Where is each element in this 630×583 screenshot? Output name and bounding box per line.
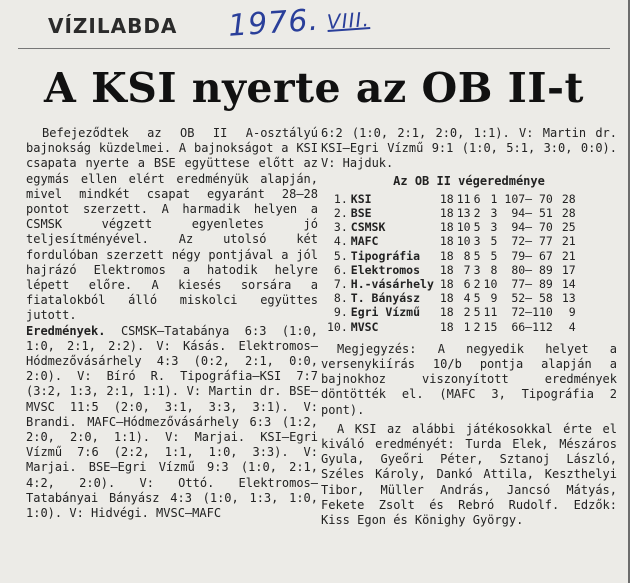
- standings-points: 17: [561, 262, 576, 277]
- standings-won: 7: [463, 262, 471, 277]
- standings-team: MVSC: [350, 319, 379, 334]
- standings-lost: 9: [490, 291, 498, 306]
- standings-lost: 11: [483, 305, 498, 320]
- standings-lost: 10: [483, 277, 498, 292]
- standings-team: CSMSK: [350, 220, 386, 235]
- standings-played: 18: [439, 234, 454, 249]
- standings-goals: 79— 67: [511, 248, 553, 263]
- results-label: Eredmények.: [26, 323, 106, 338]
- standings-drawn: 5: [473, 248, 481, 263]
- standings-played: 18: [439, 262, 454, 277]
- standings-position: 8.: [333, 291, 348, 306]
- standings-lost: 1: [490, 191, 498, 206]
- top-rule: [18, 48, 610, 49]
- standings-won: 10: [456, 220, 471, 235]
- handwritten-month: VIII.: [326, 7, 371, 35]
- handwritten-year: 1976.: [226, 2, 321, 44]
- standings-won: 4: [463, 291, 471, 306]
- standings-drawn: 2: [473, 277, 481, 292]
- standings-won: 10: [456, 234, 471, 249]
- standings-lost: 8: [490, 262, 498, 277]
- standings-goals: 94— 70: [511, 220, 553, 235]
- note-paragraph: Megjegyzés: A negyedik helyet a versenykiírás 10/b pontja alapján a bajnokhoz viszonyított eredmények döntötték el. (MAFC 3, Tipográfia 2 pont).: [321, 341, 617, 417]
- standings-points: 9: [568, 305, 576, 320]
- standings-lost: 5: [490, 248, 498, 263]
- standings-position: 4.: [333, 234, 348, 249]
- standings-goals: 77— 89: [511, 277, 553, 292]
- standings-position: 3.: [333, 220, 348, 235]
- results-text: CSMSK—Tatabánya 6:3 (1:0, 1:0, 2:1, 2:2). V: Kásás. Elektromos—Hódmezővásárhely 4:3 (0:2, 2:1, 0:0, 2:0). V: Bíró R. Tipográfia—KSI 7:7 (3:2, 1:3, 2:1, 1:1). V: Martin dr. BSE—MVSC 11:5 (2:0, 3:1, 3:3, 3:1). V: Brandi. MAFC—Hódmezővásárhely 6:3 (1:2, 2:0, 2:0, 1:1). V: Marjai. KSI—Egri Vízmű 7:6 (2:2, 1:1, 1:0, 3:3). V: Marjai. BSE—Egri Vízmű 9:3 (1:0, 2:1, 4:2, 2:0). V: Ottó. Elektromos—Tatabányai Bányász 4:3 (1:0, 1:3, 1:0, 1:0). V: Hidvégi. MVSC—MAFC: [26, 323, 318, 521]
- standings-goals: 94— 51: [511, 206, 553, 221]
- standings-row: [327, 277, 579, 291]
- standings-lost: 15: [483, 319, 498, 334]
- standings-goals: 66—112: [511, 319, 553, 334]
- standings-goals: 72—110: [511, 305, 553, 320]
- standings-goals: 72— 77: [511, 234, 553, 249]
- standings-played: 18: [439, 305, 454, 320]
- standings-points: 25: [561, 220, 576, 235]
- standings-points: 4: [568, 319, 576, 334]
- standings-position: 1.: [333, 191, 348, 206]
- standings-lost: 3: [490, 220, 498, 235]
- standings-played: 18: [439, 191, 454, 206]
- standings-drawn: 3: [473, 262, 481, 277]
- standings-won: 1: [463, 319, 471, 334]
- standings-team: Tipográfia: [350, 248, 421, 263]
- standings-position: 9.: [333, 305, 348, 320]
- standings-row: [327, 192, 579, 206]
- standings-row: [327, 234, 579, 248]
- standings-row: [327, 249, 579, 263]
- standings-row: [327, 220, 579, 234]
- standings-goals: 52— 58: [511, 291, 553, 306]
- left-column: [26, 126, 318, 521]
- standings-points: 21: [561, 248, 576, 263]
- standings-team: T. Bányász: [350, 291, 421, 306]
- intro-paragraph: Befejeződtek az OB II A-osztályú bajnokság küzdelmei. A bajnokságot a KSI csapata nyerte a BSE együttese előtt az egymás ellen elért eredményük alapján, mivel mindkét csapat egyaránt 28—28 pontot szerzett. A harmadik helyen a CSMSK végzett egyenletes jó teljesítményével. Az utolsó két fordulóban szerzett négy pontjával a jól hajrázó Elektromos a hatodik helyre lépett előre. A kiesés sorsára a fiatalokból álló miskolci együttes jutott.: [26, 126, 318, 323]
- standings-team: H.-vásárhely: [350, 277, 434, 292]
- standings-team: Egri Vízmű: [350, 305, 421, 320]
- standings-row: [327, 263, 579, 277]
- standings-position: 7.: [333, 277, 348, 292]
- standings-points: 28: [561, 191, 576, 206]
- standings-drawn: 6: [473, 191, 481, 206]
- handwritten-date: [227, 0, 371, 44]
- roster-paragraph: A KSI az alábbi játékosokkal érte el kiváló eredményét: Turda Elek, Mészáros Gyula, Gyeőri Péter, Sztanoj László, Széles Károly, Dankó Attila, Keszthelyi Tibor, Müller András, Jancsó Mátyás, Fekete Zsolt és Rebró Rudolf. Edzők: Kiss Egon és Könighy György.: [321, 421, 617, 528]
- standings-played: 18: [439, 319, 454, 334]
- standings-position: 6.: [333, 262, 348, 277]
- standings-team: Elektromos: [350, 262, 421, 277]
- standings-drawn: 2: [473, 319, 481, 334]
- standings-title: Az OB II végeredménye: [393, 173, 545, 188]
- standings-drawn: 5: [473, 220, 481, 235]
- standings-lost: 5: [490, 234, 498, 249]
- headline: A KSI nyerte az OB II-t: [44, 64, 584, 112]
- standings-points: 13: [561, 291, 576, 306]
- standings-position: 5.: [333, 248, 348, 263]
- standings-row: [327, 320, 579, 334]
- standings-won: 8: [463, 248, 471, 263]
- standings-team: MAFC: [350, 234, 379, 249]
- standings-position: 10.: [327, 319, 348, 334]
- standings-won: 11: [456, 191, 471, 206]
- results-continued: 6:2 (1:0, 2:1, 2:0, 1:1). V: Martin dr. KSI—Egri Vízmű 9:1 (1:0, 5:1, 3:0, 0:0). V: Hajduk.: [321, 126, 617, 171]
- standings-drawn: 5: [473, 305, 481, 320]
- standings-drawn: 2: [473, 206, 481, 221]
- standings-drawn: 3: [473, 234, 481, 249]
- standings-row: [327, 206, 579, 220]
- standings-drawn: 5: [473, 291, 481, 306]
- section-label: VÍZILABDA: [48, 14, 178, 38]
- standings-goals: 80— 89: [511, 262, 553, 277]
- standings-row: [327, 291, 579, 305]
- standings-won: 6: [463, 277, 471, 292]
- standings-lost: 3: [490, 206, 498, 221]
- standings-position: 2.: [333, 206, 348, 221]
- standings-points: 14: [561, 277, 576, 292]
- standings-played: 18: [439, 206, 454, 221]
- right-column: [321, 126, 617, 528]
- standings-goals: 107— 70: [504, 191, 553, 206]
- standings-played: 18: [439, 277, 454, 292]
- results-paragraph: [26, 324, 318, 522]
- standings-team: BSE: [350, 206, 372, 221]
- standings-won: 2: [463, 305, 471, 320]
- standings-team: KSI: [350, 191, 372, 206]
- standings-points: 28: [561, 206, 576, 221]
- standings-played: 18: [439, 248, 454, 263]
- standings-points: 21: [561, 234, 576, 249]
- standings-played: 18: [439, 291, 454, 306]
- standings-played: 18: [439, 220, 454, 235]
- standings-table: [327, 192, 579, 334]
- standings-row: [327, 305, 579, 319]
- standings-won: 13: [456, 206, 471, 221]
